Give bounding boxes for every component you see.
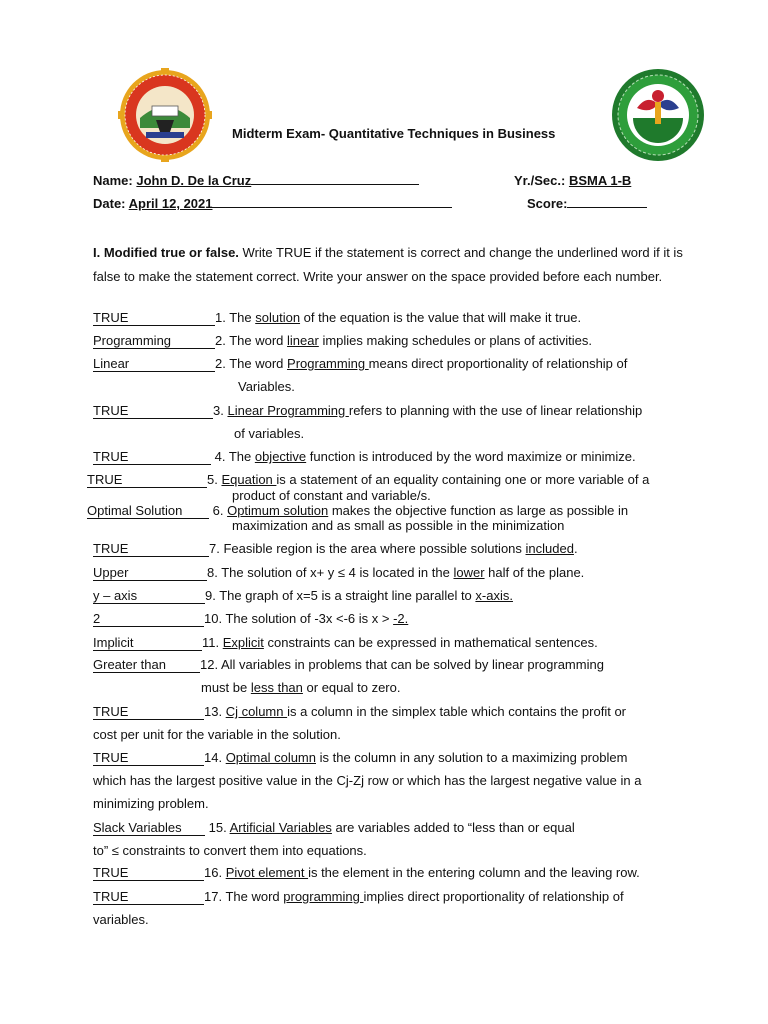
continuation-text: product of constant and variable/s. [232, 488, 431, 503]
answer-field[interactable]: TRUE [93, 889, 204, 905]
question-text: is a statement of an equality containing one or more variable of a [276, 472, 650, 487]
question-row [93, 704, 626, 720]
question-text: constraints can be expressed in mathematical sentences. [263, 635, 598, 650]
question-number: 15. [205, 820, 230, 835]
question-row [93, 611, 408, 627]
question-text: is the element in the entering column and the leaving row. [308, 865, 640, 880]
question-row [93, 333, 592, 349]
section-instructions [93, 241, 713, 288]
answer-field[interactable]: Optimal Solution [87, 503, 209, 519]
question-row [93, 889, 624, 905]
question-number: 12. All variables in problems that can be solved by linear programming [200, 657, 604, 672]
answer-field[interactable]: Slack Variables [93, 820, 205, 836]
answer-field[interactable]: Upper [93, 565, 207, 581]
question-number: 13. [204, 704, 226, 719]
underlined-term: Pivot element [225, 865, 309, 880]
underlined-term: included [525, 541, 574, 556]
question-continuation [93, 843, 367, 858]
underlined-term: Programming [287, 356, 369, 371]
underlined-term: Equation [221, 472, 277, 487]
underlined-term: objective [254, 449, 307, 464]
question-text: implies making schedules or plans of activities. [318, 333, 592, 348]
college-logo-icon [611, 68, 705, 162]
question-text: is the column in any solution to a maximizing problem [316, 750, 628, 765]
underlined-term: Optimum solution [227, 503, 329, 518]
question-continuation [232, 518, 564, 533]
question-number: 16. [204, 865, 226, 880]
underlined-term: Artificial Variables [229, 820, 332, 835]
question-row [93, 449, 636, 465]
question-text: . [573, 541, 578, 556]
name-blank [251, 173, 419, 185]
question-number: 1. The [215, 310, 256, 325]
question-row [93, 403, 642, 419]
underlined-term: Linear Programming [227, 403, 349, 418]
question-text: of the equation is the value that will make it true. [300, 310, 582, 325]
question-row [93, 541, 578, 557]
underlined-term: Cj column [225, 704, 288, 719]
question-row [87, 472, 649, 488]
question-row [93, 565, 584, 581]
score-row [527, 196, 647, 211]
question-continuation [234, 426, 304, 441]
question-row [93, 356, 627, 372]
underlined-term: solution [255, 310, 301, 325]
question-row [93, 820, 575, 836]
question-text: implies direct proportionality of relationship of [363, 889, 624, 904]
answer-field[interactable]: TRUE [87, 472, 207, 488]
underlined-term: Optimal column [225, 750, 316, 765]
question-number: 9. The graph of x=5 is a straight line parallel to [205, 588, 476, 603]
question-number: 5. [207, 472, 222, 487]
underlined-term: programming [283, 889, 364, 904]
question-text: refers to planning with the use of linear relationship [348, 403, 643, 418]
answer-field[interactable]: Implicit [93, 635, 202, 651]
answer-field[interactable]: TRUE [93, 750, 204, 766]
section-text: Write TRUE if the statement is correct and change the underlined word if it is false to make the statement correct. Write your answer on the space provided before each number. [93, 245, 683, 284]
answer-field[interactable]: 2 [93, 611, 204, 627]
question-continuation [238, 379, 295, 394]
continuation-text: Variables. [238, 379, 295, 394]
date-blank [212, 196, 452, 208]
underlined-term: linear [287, 333, 319, 348]
university-seal-icon [104, 68, 226, 162]
question-continuation [93, 727, 341, 742]
continuation-text: must be [201, 680, 251, 695]
answer-field[interactable]: TRUE [93, 704, 204, 720]
continuation-text: maximization and as small as possible in the minimization [232, 518, 565, 533]
question-text: makes the objective function as large as possible in [328, 503, 629, 518]
date-label: Date: [93, 196, 126, 211]
answer-field[interactable]: TRUE [93, 310, 215, 326]
score-blank [567, 196, 647, 208]
question-number: 7. Feasible region is the area where possible solutions [209, 541, 526, 556]
answer-field[interactable]: Linear [93, 356, 215, 372]
question-text: is a column in the simplex table which contains the profit or [287, 704, 626, 719]
underlined-term: -2. [393, 611, 409, 626]
answer-field[interactable]: TRUE [93, 541, 209, 557]
answer-field[interactable]: TRUE [93, 449, 211, 465]
question-row [93, 865, 640, 881]
score-label: Score: [527, 196, 568, 211]
exam-title: Midterm Exam- Quantitative Techniques in Business [232, 126, 556, 141]
continuation-text: cost per unit for the variable in the solution. [93, 727, 341, 742]
question-number: 2. The word [215, 333, 288, 348]
question-number: 10. The solution of -3x <-6 is x > [204, 611, 394, 626]
underlined-term: less than [250, 680, 303, 695]
question-number: 6. [209, 503, 228, 518]
underlined-term: lower [453, 565, 485, 580]
underlined-term: Explicit [222, 635, 264, 650]
section-heading: I. Modified true or false. [93, 245, 239, 260]
question-number: 4. The [211, 449, 255, 464]
yrsec-value: BSMA 1-B [568, 173, 632, 188]
question-continuation [93, 773, 641, 788]
question-text: half of the plane. [484, 565, 585, 580]
name-label: Name: [93, 173, 133, 188]
continuation-text: or equal to zero. [302, 680, 401, 695]
question-text: means direct proportionality of relationship of [368, 356, 628, 371]
continuation-text: which has the largest positive value in the Cj-Zj row or which has the largest negative value in a [93, 773, 642, 788]
question-row [87, 503, 628, 519]
continuation-text: variables. [93, 912, 149, 927]
question-row [93, 588, 513, 604]
question-row [93, 310, 581, 326]
underlined-term: x-axis. [475, 588, 513, 603]
answer-field[interactable]: Greater than [93, 657, 200, 673]
question-number: 8. The solution of x+ y ≤ 4 is located in the [207, 565, 454, 580]
question-continuation [201, 680, 400, 695]
answer-field[interactable]: TRUE [93, 865, 204, 881]
yrsec-row [514, 173, 631, 188]
answer-field[interactable]: Programming [93, 333, 215, 349]
question-continuation [93, 912, 149, 927]
name-row [93, 173, 419, 188]
date-value: April 12, 2021 [128, 196, 213, 211]
question-row [93, 657, 604, 673]
question-number: 17. The word [204, 889, 284, 904]
question-row [93, 750, 627, 766]
question-text: are variables added to “less than or equal [331, 820, 575, 835]
question-number: 2. The word [215, 356, 288, 371]
answer-field[interactable]: y – axis [93, 588, 205, 604]
continuation-text: of variables. [234, 426, 305, 441]
question-number: 14. [204, 750, 226, 765]
question-number: 3. [213, 403, 228, 418]
question-continuation [232, 488, 431, 503]
continuation-text: to” ≤ constraints to convert them into equations. [93, 843, 367, 858]
question-row [93, 635, 598, 651]
question-number: 11. [202, 635, 223, 650]
name-value: John D. De la Cruz [136, 173, 252, 188]
question-continuation: minimizing problem. [93, 796, 209, 811]
yrsec-label: Yr./Sec.: [514, 173, 566, 188]
answer-field[interactable]: TRUE [93, 403, 213, 419]
question-text: function is introduced by the word maximize or minimize. [306, 449, 636, 464]
date-row [93, 196, 452, 211]
